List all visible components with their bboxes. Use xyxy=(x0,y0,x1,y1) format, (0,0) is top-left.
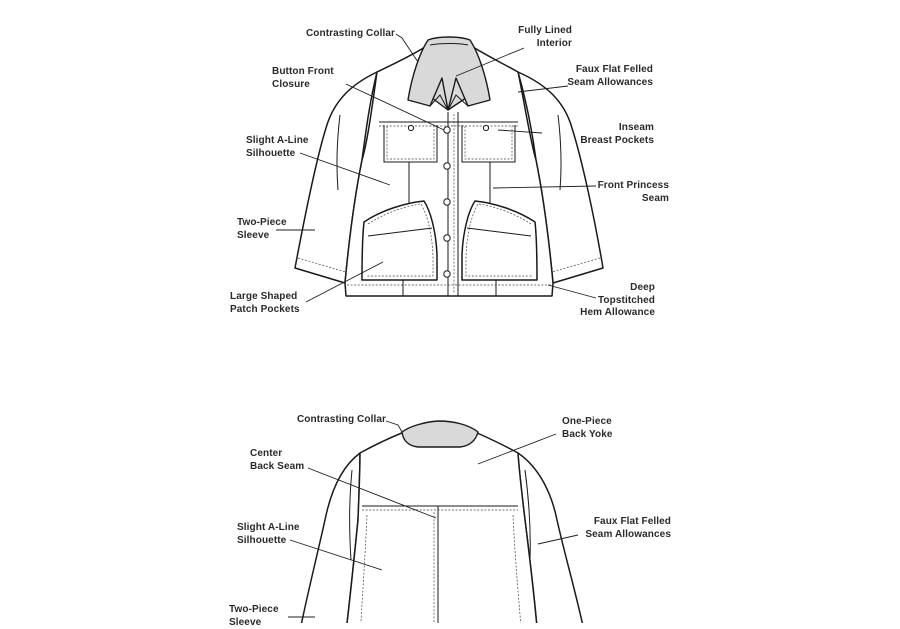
label-large-shaped-patch-pockets: Large Shaped Patch Pockets xyxy=(230,291,300,315)
label-one-piece-back-yoke: One-Piece Back Yoke xyxy=(562,416,613,440)
label-inseam-breast-pockets: Inseam Breast Pockets xyxy=(580,122,654,146)
front-button[interactable] xyxy=(444,235,450,241)
front-button[interactable] xyxy=(444,271,450,277)
front-collar xyxy=(408,37,490,110)
front-button[interactable] xyxy=(444,199,450,205)
back-collar xyxy=(402,421,478,447)
label-front-princess-seam: Front Princess Seam xyxy=(597,180,669,204)
label-button-front-closure: Button Front Closure xyxy=(272,66,334,90)
label-fully-lined-interior: Fully Lined Interior xyxy=(518,25,572,49)
label-contrasting-collar-back: Contrasting Collar xyxy=(296,414,386,425)
label-contrasting-collar: Contrasting Collar xyxy=(305,28,395,39)
jacket-back-view xyxy=(298,421,586,623)
label-slight-a-line-front: Slight A-Line Silhouette xyxy=(246,135,309,159)
front-button[interactable] xyxy=(444,163,450,169)
label-two-piece-sleeve-front: Two-Piece Sleeve xyxy=(237,217,287,241)
label-slight-a-line-back: Slight A-Line Silhouette xyxy=(237,522,300,546)
label-faux-flat-felled-front: Faux Flat Felled Seam Allowances xyxy=(567,64,653,88)
label-faux-flat-felled-back: Faux Flat Felled Seam Allowances xyxy=(585,516,671,540)
label-deep-topstitched-hem: Deep Topstitched Hem Allowance xyxy=(580,282,655,318)
label-two-piece-sleeve-back: Two-Piece Sleeve xyxy=(229,604,279,628)
label-center-back-seam: Center Back Seam xyxy=(250,448,305,472)
front-button[interactable] xyxy=(444,127,450,133)
back-body xyxy=(345,432,538,623)
